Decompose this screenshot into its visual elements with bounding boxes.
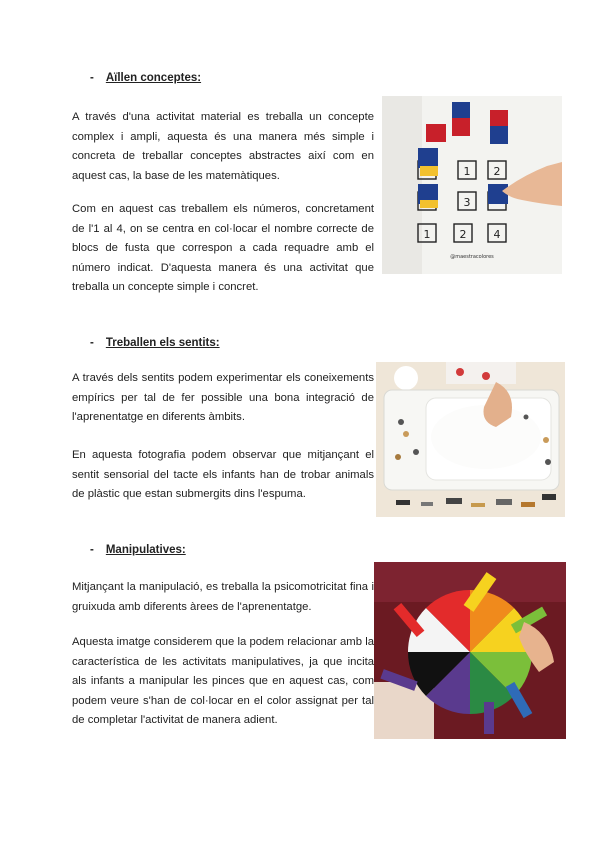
color-wheel-illustration [374,562,566,739]
paragraph: Com en aquest cas treballem els números, concretament de l'1 al 4, on se centra en col·locar el nombre correcte de blocs de fusta que correspon a cada requadre amb el número indicat. D'aquesta manera és una activitat que treballa un concepte simple i concret. [72,203,374,293]
photo-counting-blocks [382,96,562,274]
photo-color-wheel [374,562,566,739]
square-number: 4 [493,228,501,241]
section-heading-2 [90,337,220,349]
paragraph: A través d'una activitat material es treballa un concepte complex i ampli, aquesta és una manera més simple i concreta de treballar conceptes abstractes així com en aquest cas, la base de les matemàtiques. [72,111,374,182]
bullet: - [90,544,94,556]
paragraph: A través dels sentits podem experimentar els coneixements empírics per tal de fer possible una bona integració de l'aprenentatge en diferents àmbits. [72,372,374,423]
square-number: 3 [463,196,471,209]
section-title: Treballen els sentits: [105,337,220,349]
paragraph: En aquesta fotografia podem observar que mitjançant el sentit sensorial del tacte els infants han de trobar animals de plàstic que estan submergits dins l'espuma. [72,449,374,500]
bullet: - [90,72,94,84]
square-number: 1 [423,228,431,241]
counting-blocks-illustration [382,96,562,274]
paragraph: Mitjançant la manipulació, es treballa la psicomotricitat fina i gruixuda amb diferents àrees de l'aprenentatge. [72,581,374,613]
section-title: Manipulatives: [105,544,186,556]
section-heading-3 [90,544,186,556]
square-number: 2 [493,165,501,178]
square-number: 1 [463,165,471,178]
sensory-foam-illustration [376,362,565,517]
section-title: Aïllen conceptes: [105,72,202,84]
photo-sensory-foam [376,362,565,517]
photo-caption: @maestracolores [450,254,494,260]
section-heading-1 [90,72,201,84]
paragraph: Aquesta imatge considerem que la podem relacionar amb la característica de les activitats manipulatives, ja que incita als infants a manipular les pinces que en aquest cas, com podem veure s'han de col·locar en el color assignat per tal de completar l'activitat de manera adient. [72,636,374,726]
square-number: 2 [459,228,467,241]
bullet: - [90,337,94,349]
